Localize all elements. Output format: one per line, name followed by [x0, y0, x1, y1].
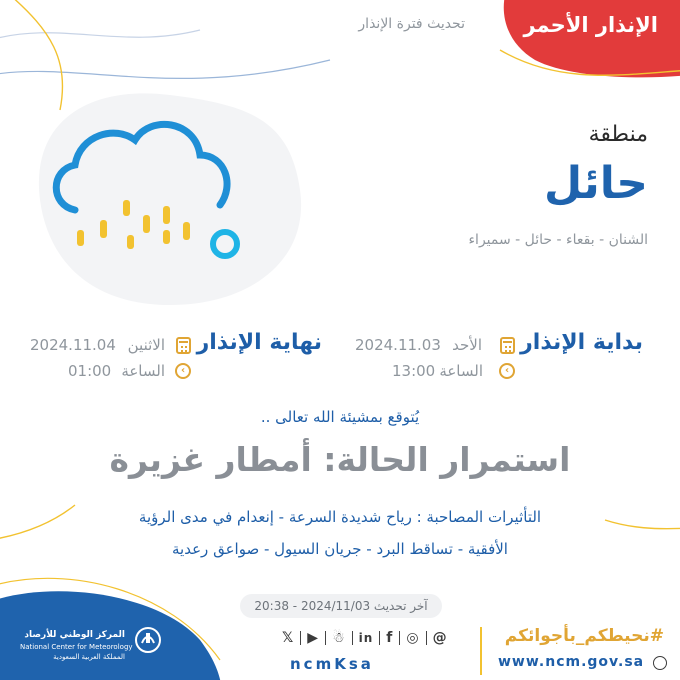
- hashtag: #نحيطكم_بأجوائكم: [504, 626, 664, 646]
- red-badge-shape: [504, 0, 680, 77]
- clock-icon: ‹: [175, 363, 191, 379]
- website-link[interactable]: www.ncm.gov.sa: [498, 654, 645, 670]
- red-warning-badge: الإنذار الأحمر: [523, 13, 658, 37]
- youtube-icon[interactable]: ▶: [307, 630, 320, 646]
- forecast-intro: يُتوقع بمشيئة الله تعالى ..: [260, 408, 420, 426]
- calendar-icon: [176, 337, 191, 354]
- threads-icon[interactable]: @: [432, 630, 448, 646]
- start-title: بداية الإنذار: [520, 330, 643, 355]
- start-time-label: الساعة: [439, 362, 483, 380]
- end-time-label: الساعة: [121, 362, 165, 380]
- end-day: الاثنين: [127, 336, 165, 354]
- org-name-ar: المركز الوطني للأرصاد: [24, 630, 125, 640]
- snapchat-icon[interactable]: ☃: [332, 630, 346, 646]
- effects-line-2: الأفقية - تساقط البرد - جريان السيول - صواعق رعدية: [172, 540, 508, 558]
- footer-divider: [480, 627, 482, 675]
- end-date: 2024.11.04: [30, 336, 116, 354]
- x-icon[interactable]: 𝕏: [282, 630, 295, 646]
- facebook-icon[interactable]: f: [386, 630, 394, 646]
- calendar-icon: [500, 337, 515, 354]
- region-name: حائل: [543, 158, 648, 209]
- last-update-pill: آخر تحديث 2024/11/03 - 20:38: [240, 594, 442, 618]
- end-time: 01:00: [68, 362, 112, 380]
- start-day: الأحد: [452, 336, 482, 354]
- region-areas: الشنان - بقعاء - حائل - سميراء: [468, 232, 648, 248]
- update-period-label: تحديث فترة الإنذار: [358, 16, 465, 32]
- clock-icon: ‹: [499, 363, 515, 379]
- linkedin-icon[interactable]: in: [358, 631, 374, 645]
- forecast-headline: استمرار الحالة: أمطار غزيرة: [109, 440, 571, 479]
- social-icons-row: [282, 630, 448, 646]
- org-name-en: National Center for Meteorology: [20, 643, 133, 651]
- social-handle: ncmKsa: [290, 655, 374, 673]
- region-label: منطقة: [588, 122, 648, 147]
- instagram-icon[interactable]: ◎: [406, 630, 420, 646]
- effects-line-1: التأثيرات المصاحبة : رياح شديدة السرعة - إنعدام في مدى الرؤية: [138, 508, 542, 526]
- rain-cloud-icon: [45, 110, 255, 270]
- start-date: 2024.11.03: [355, 336, 441, 354]
- end-title: نهاية الإنذار: [196, 330, 322, 355]
- org-country: المملكة العربية السعودية: [53, 653, 125, 661]
- ncm-logo: [133, 625, 163, 659]
- deco-line-top-left-3: [10, 0, 63, 110]
- deco-line-top-left-1: [0, 30, 200, 40]
- deco-line-top-left-2: [0, 60, 330, 78]
- start-time: 13:00: [392, 362, 436, 380]
- globe-icon: [653, 656, 667, 670]
